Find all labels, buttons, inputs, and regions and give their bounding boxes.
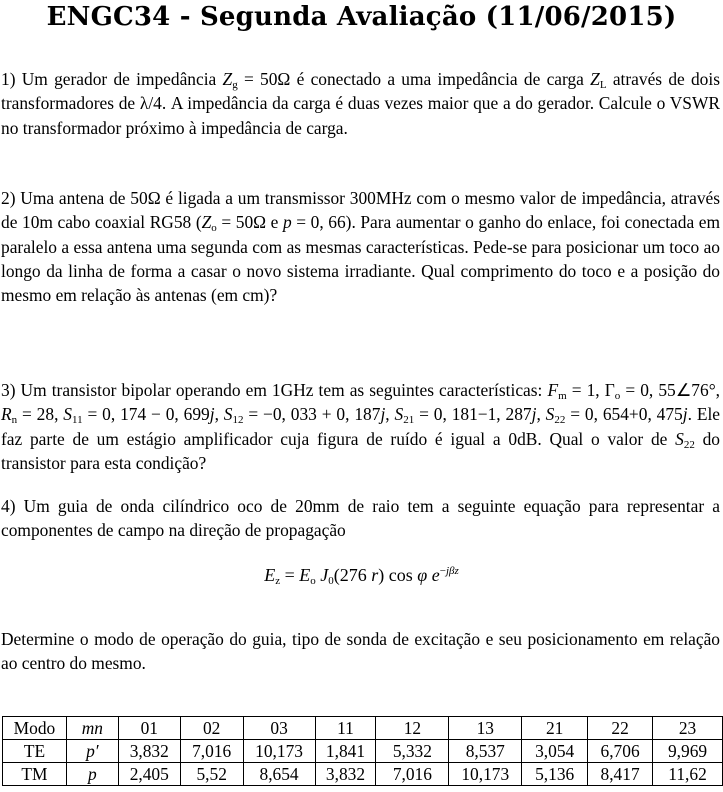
- eq-eo-symbol: E: [299, 565, 311, 585]
- table-cell: p′: [66, 740, 118, 763]
- table-header-cell: Modo: [3, 717, 67, 740]
- question-4: [1, 494, 720, 543]
- q3-text-6: ,: [214, 404, 224, 425]
- table-cell: 10,173: [449, 763, 522, 786]
- table-cell: 8,417: [588, 763, 653, 786]
- q1-text-3: através de dois transformadores de λ/4. A impedância da carga é duas vezes maior que a do gerador. Calcule o VSWR no transformador próximo à impedância de carga.: [1, 69, 720, 138]
- q3-text-3: = 0, 55∠76°,: [620, 380, 720, 400]
- table-cell: 9,969: [653, 740, 723, 763]
- q3-s22-symbol: S: [545, 404, 555, 425]
- table-cell: 10,173: [243, 740, 315, 763]
- table-header-cell: 02: [180, 717, 243, 740]
- q1-text-2: = 50Ω é conectado a uma impedância de carga: [237, 69, 591, 89]
- question-2: [1, 186, 720, 307]
- eq-exponent-minus: −: [439, 565, 446, 577]
- table-header-cell: 13: [449, 717, 522, 740]
- q2-zo-subscript: o: [211, 222, 217, 235]
- table-cell: 2,405: [118, 763, 180, 786]
- q3-text-7: = −0, 033 + 0, 187: [243, 404, 381, 425]
- question-1: [1, 67, 720, 140]
- table-cell: 5,332: [376, 740, 449, 763]
- table-header-cell: 12: [376, 717, 449, 740]
- table-cell: 5,136: [522, 763, 588, 786]
- eq-r-symbol: r: [371, 565, 379, 585]
- q1-zl-subscript: L: [599, 79, 607, 91]
- table-row-tm: [3, 763, 723, 786]
- table-header-cell: 21: [522, 717, 588, 740]
- table-header-row: [3, 717, 723, 740]
- table-cell: 11,62: [653, 763, 723, 786]
- table-cell: 3,054: [522, 740, 588, 763]
- table-cell: 3,832: [118, 740, 180, 763]
- eq-ez-symbol: E: [264, 565, 276, 585]
- q3-s22-subscript: 22: [554, 414, 566, 427]
- q4b-text: Determine o modo de operação do guia, tipo de sonda de excitação e seu posicionamento em relação ao centro do mesmo.: [1, 629, 720, 674]
- eq-equals: =: [280, 565, 300, 585]
- q2-p-symbol: p: [282, 212, 292, 233]
- eq-e-symbol: e: [427, 565, 440, 585]
- table-cell: TM: [3, 763, 67, 786]
- table-cell: 8,654: [243, 763, 315, 786]
- question-4-continuation: [1, 627, 720, 676]
- eq-phi-symbol: φ: [417, 565, 428, 585]
- q3-text-5: = 0, 174 − 0, 699: [82, 404, 210, 425]
- bessel-roots-table-wrapper: [2, 716, 723, 786]
- q2-text-3: = 0, 66). Para aumentar o ganho do enlace, foi conectada em paralelo a essa antena uma segunda com as mesmas características. Pede-se para posicionar um toco ao longo da linha de forma a casar o novo sistema irradiante. Qual comprimento do toco e a posição do mesmo em relação às antenas (em cm)?: [1, 212, 721, 306]
- table-cell: 7,016: [180, 740, 243, 763]
- table-header-cell: 11: [315, 717, 376, 740]
- eq-arg-open: (276: [333, 565, 372, 585]
- q3-s21-subscript: 21: [403, 414, 415, 427]
- table-header-cell: 22: [588, 717, 653, 740]
- table-header-cell: 23: [653, 717, 723, 740]
- q3-rn-subscript: n: [11, 414, 18, 427]
- table-cell: 7,016: [376, 763, 449, 786]
- q1-zg-symbol: Z: [222, 69, 233, 89]
- q3-j-2: j: [380, 404, 386, 425]
- table-cell: 6,706: [588, 740, 653, 763]
- q3-text-4: = 28,: [17, 404, 64, 425]
- eq-exponent-jbz: jβz: [445, 565, 459, 577]
- table-cell: 5,52: [180, 763, 243, 786]
- eq-arg-close: ) cos: [378, 565, 418, 585]
- q1-zg-subscript: g: [232, 79, 238, 91]
- eq-exponent: [440, 565, 459, 577]
- q1-text-1: 1) Um gerador de impedância: [1, 69, 223, 89]
- q3-s21-symbol: S: [394, 404, 404, 425]
- table-row-te: [3, 740, 723, 763]
- q3-fm-symbol: F: [547, 380, 559, 400]
- q3-text-12: . Ele faz parte de um estágio amplificador cuja figura de ruído é igual a 0dB. Qual o valor de: [1, 404, 720, 449]
- q3-s12-symbol: S: [223, 404, 233, 425]
- exam-title: ENGC34 - Segunda Avaliação (11/06/2015): [46, 2, 677, 32]
- q3-text-1: 3) Um transistor bipolar operando em 1GHz tem as seguintes características:: [1, 380, 548, 400]
- eq-bessel-symbol: J: [315, 565, 329, 585]
- q3-s11-subscript: 11: [72, 414, 83, 427]
- q3-s22-symbol-2: S: [675, 428, 684, 449]
- q3-rn-symbol: R: [1, 404, 12, 425]
- table-cell: TE: [3, 740, 67, 763]
- q3-s12-subscript: 12: [232, 414, 244, 427]
- q2-zo-symbol: Z: [201, 212, 212, 233]
- q1-zl-symbol: Z: [590, 69, 600, 89]
- q3-text-2: = 1, Γ: [566, 380, 615, 400]
- table-cell: 3,832: [315, 763, 376, 786]
- q3-gamma-subscript: o: [614, 390, 621, 402]
- q3-text-13: do transistor para esta condição?: [1, 428, 720, 473]
- table-header-cell: 01: [118, 717, 180, 740]
- table-cell: 1,841: [315, 740, 376, 763]
- q3-text-9: = 0, 181−1, 287: [414, 404, 532, 425]
- q3-text-10: ,: [536, 404, 546, 425]
- q3-s11-symbol: S: [63, 404, 72, 425]
- q3-text-8: ,: [385, 404, 395, 425]
- q3-j-4: j: [682, 404, 688, 425]
- question-3: [1, 378, 720, 475]
- table-cell: p: [66, 763, 118, 786]
- table-cell: 8,537: [449, 740, 522, 763]
- table-header-cell: mn: [66, 717, 118, 740]
- q3-j-3: j: [531, 404, 537, 425]
- q2-text-2: = 50Ω e: [216, 212, 283, 233]
- q3-fm-subscript: m: [558, 390, 567, 402]
- table-header-cell: 03: [243, 717, 315, 740]
- q3-text-11: = 0, 654+0, 475: [565, 404, 683, 425]
- eq-ez-subscript: z: [275, 575, 281, 587]
- q3-j-1: j: [209, 404, 215, 425]
- q4-text: 4) Um guia de onda cilíndrico oco de 20mm de raio tem a seguinte equação para representar a componentes de campo na direção de propagação: [1, 496, 720, 541]
- field-equation: [0, 562, 723, 588]
- eq-bessel-subscript: 0: [328, 575, 334, 587]
- q3-s22-subscript-2: 22: [683, 438, 695, 451]
- q2-text-1: 2) Uma antena de 50Ω é ligada a um transmissor 300MHz com o mesmo valor de impedância, através de 10m cabo coaxial RG58 (: [1, 188, 720, 233]
- bessel-roots-table: [2, 716, 723, 786]
- eq-eo-subscript: o: [310, 575, 316, 587]
